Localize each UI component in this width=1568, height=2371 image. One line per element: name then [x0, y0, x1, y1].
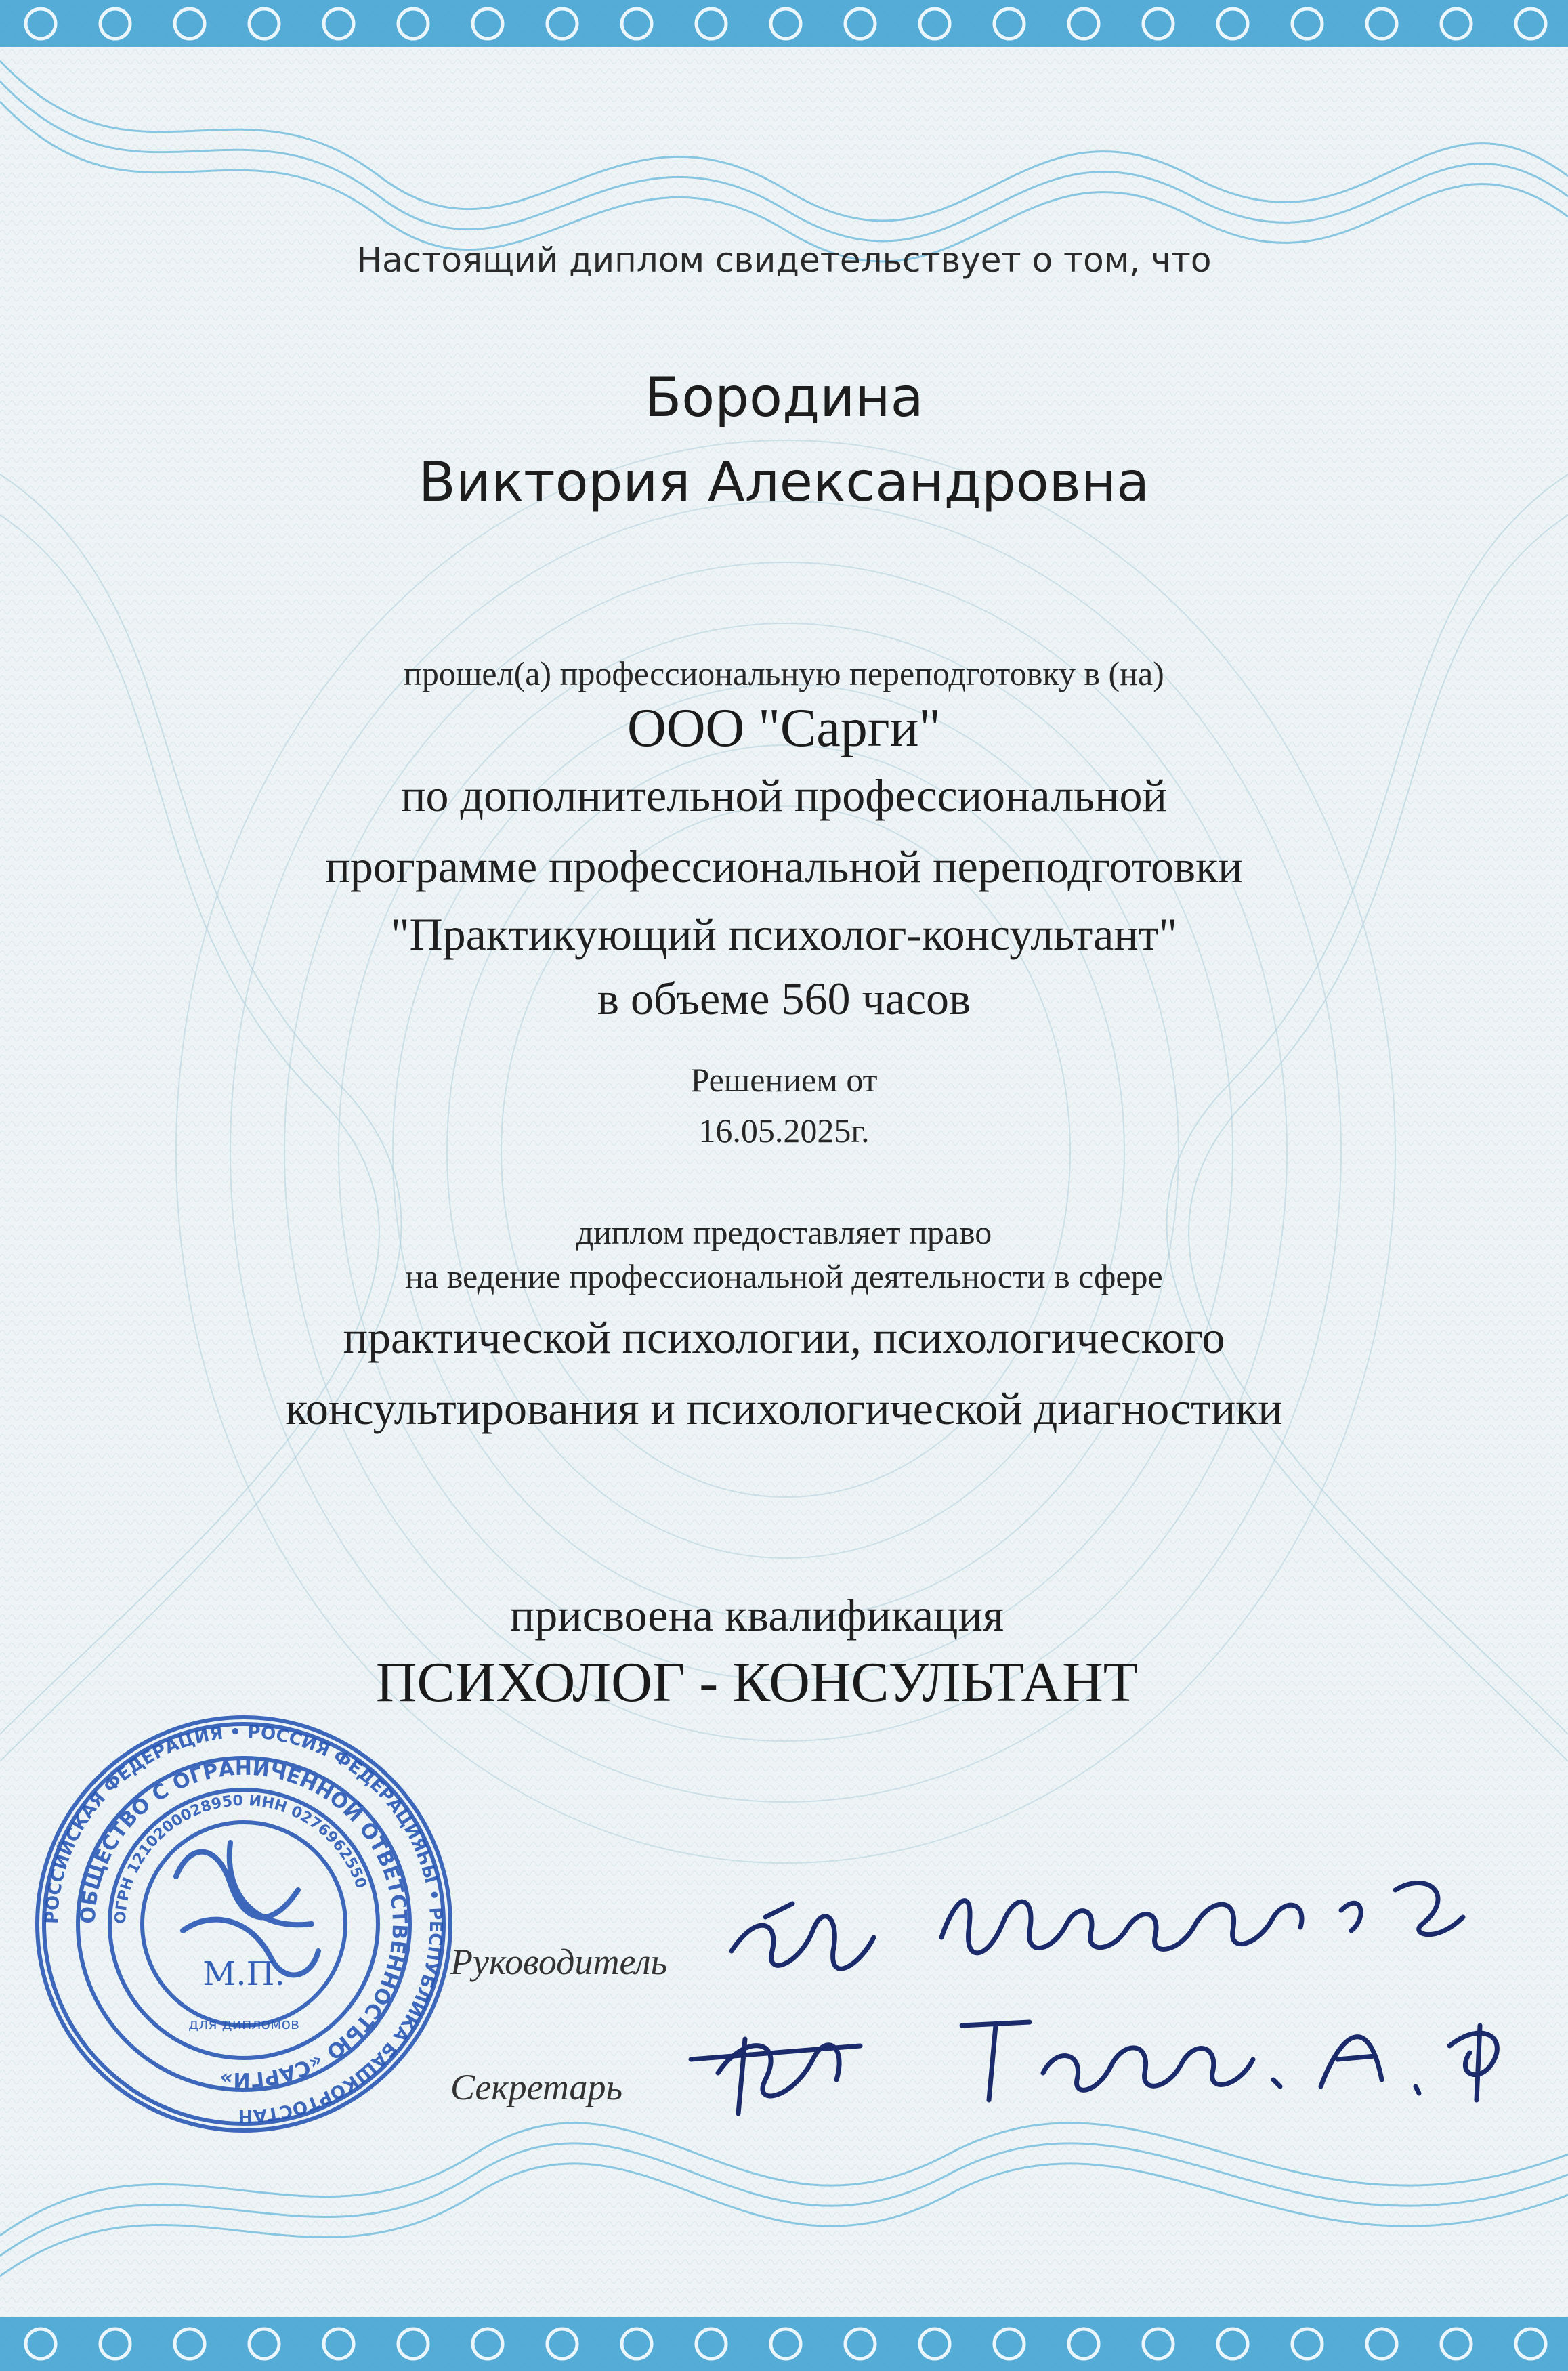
stamp-outer-text: РОССИЙСКАЯ ФЕДЕРАЦИЯ • РОССИЯ ФЕДЕРАЦИЯҺЫ • РЕСПУБЛИКА БАШКОРТОСТАН [41, 1721, 446, 2126]
stamp-center-text: М.П. [203, 1955, 285, 1993]
program-volume: в объеме 560 часов [597, 973, 971, 1024]
secretary-handwritten-name [962, 2022, 1497, 2100]
qualification-title: ПСИХОЛОГ - КОНСУЛЬТАНТ [375, 1651, 1139, 1714]
stamp-inner-text: ОБЩЕСТВО С ОГРАНИЧЕННОЙ ОТВЕТСТВЕННОСТЬЮ «САРГИ» [76, 1756, 412, 2092]
organization-name: ООО "Сарги" [627, 698, 941, 758]
sphere-line-2: консультирования и психологической диагностики [285, 1383, 1283, 1434]
surname: Бородина [644, 366, 924, 429]
secretary-label: Секретарь [450, 2067, 623, 2107]
decision-date: 16.05.2025г. [698, 1112, 870, 1150]
secretary-signature-mark [691, 2039, 860, 2114]
right-line-2: на ведение профессиональной деятельности в сфере [405, 1257, 1163, 1295]
sphere-line-1: практической психологии, психологического [343, 1312, 1225, 1363]
head-label: Руководитель [450, 1942, 668, 1982]
stamp-bottom-text: для дипломов [188, 2016, 299, 2033]
program-line-2: программе профессиональной переподготовки [325, 841, 1243, 892]
completed-text: прошел(а) профессиональную переподготовку в (на) [404, 654, 1164, 692]
head-signature-mark [732, 1904, 874, 1969]
decision-label: Решением от [690, 1061, 878, 1099]
program-title: "Практикующий психолог-консультант" [390, 908, 1178, 960]
official-stamp [27, 1707, 461, 2141]
intro-text: Настоящий диплом свидетельствует о том, что [356, 240, 1212, 280]
head-handwritten-name [941, 1883, 1463, 1953]
program-line-1: по дополнительной профессиональной [401, 770, 1167, 821]
given-names: Виктория Александровна [418, 450, 1150, 513]
right-line-1: диплом предоставляет право [576, 1213, 992, 1251]
stamp-ogrn-text: ОГРН 1210200028950 ИНН 0276962550 [112, 1792, 370, 1925]
qualification-label: присвоена квалификация [509, 1589, 1004, 1641]
